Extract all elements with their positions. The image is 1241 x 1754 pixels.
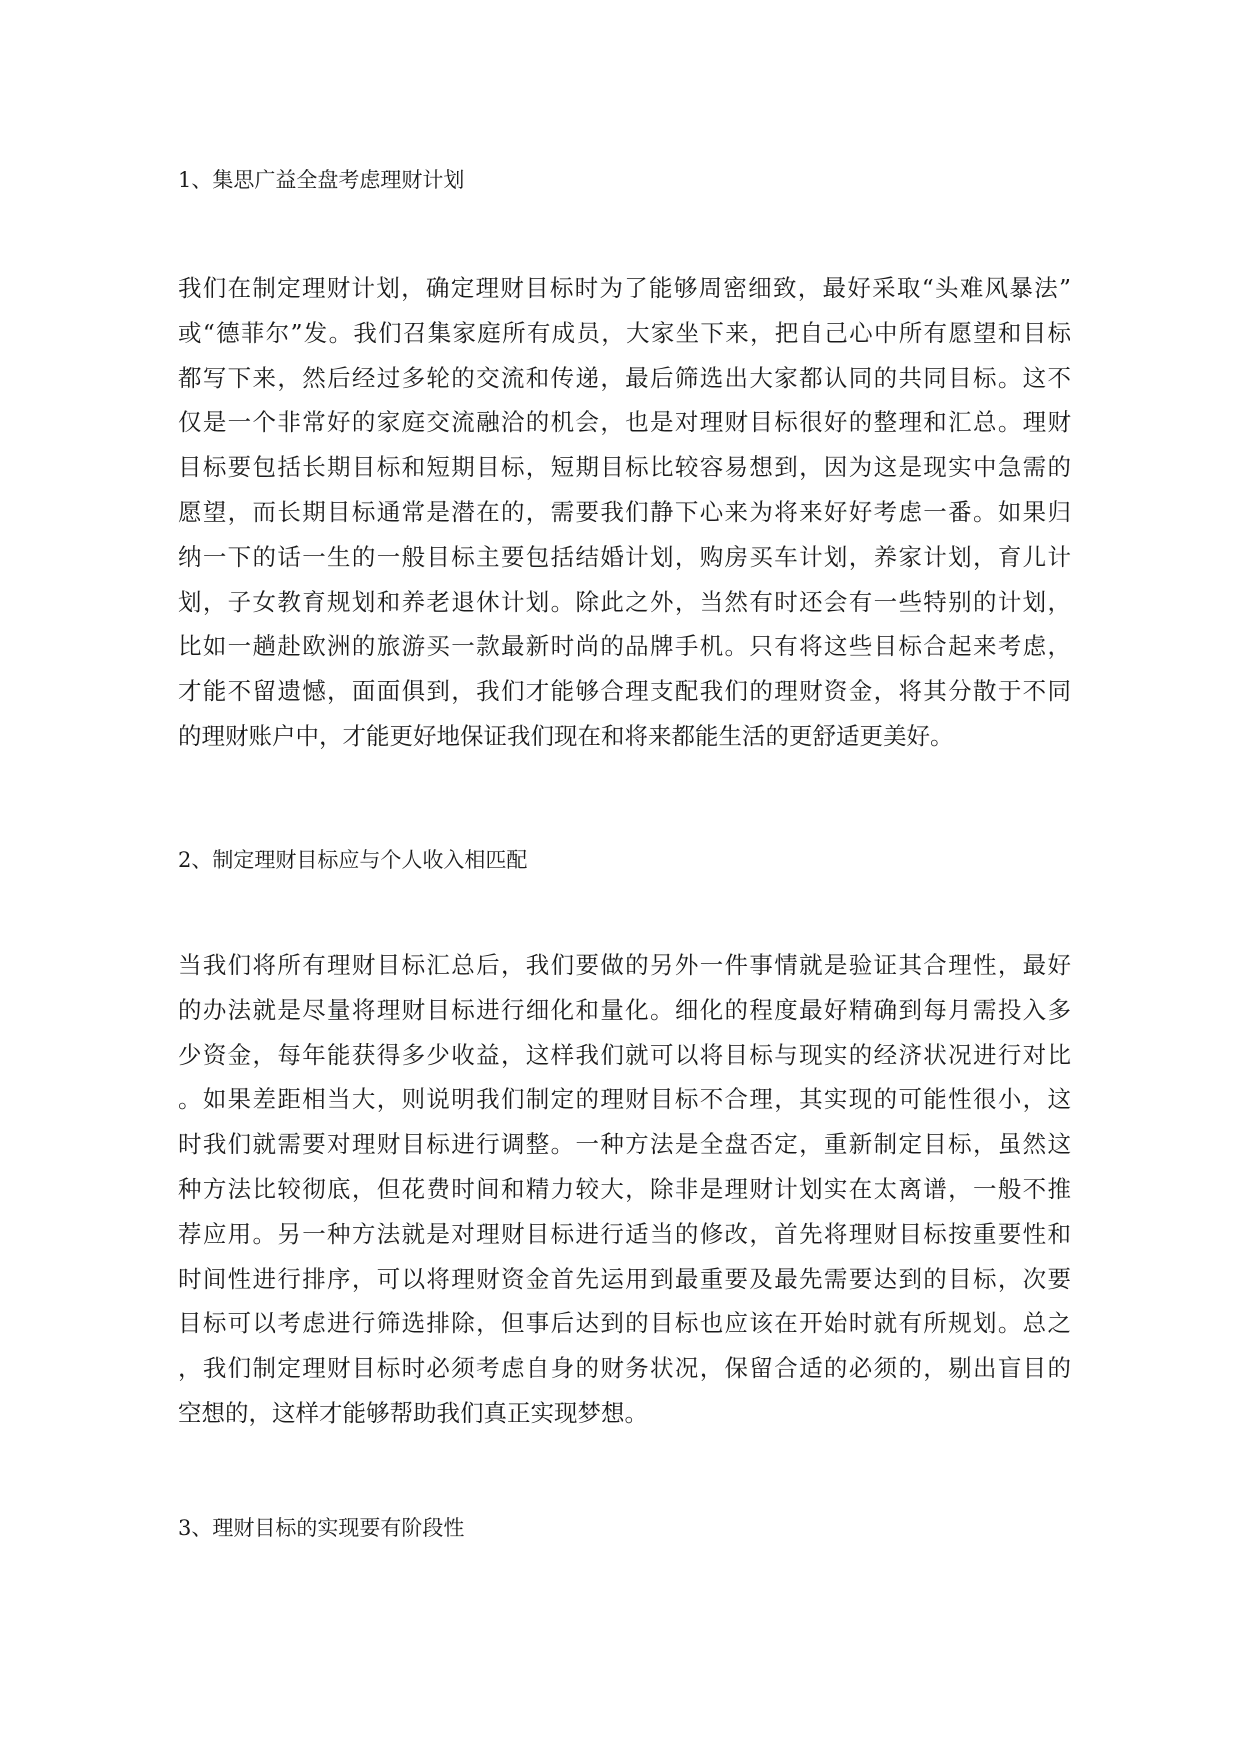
paragraph-line: 目标要包括长期目标和短期目标，短期目标比较容易想到，因为这是现实中急需的 xyxy=(178,453,1071,482)
paragraph-line: 的理财账户中，才能更好地保证我们现在和将来都能生活的更舒适更美好。 xyxy=(178,721,954,750)
paragraph-line: ，我们制定理财目标时必须考虑自身的财务状况，保留合适的必须的，剔出盲目的 xyxy=(178,1354,1071,1383)
paragraph-line: 或“德菲尔”发。我们召集家庭所有成员，大家坐下来，把自己心中所有愿望和目标 xyxy=(178,318,1071,347)
paragraph-line: 愿望，而长期目标通常是潜在的，需要我们静下心来为将来好好考虑一番。如果归 xyxy=(178,497,1071,526)
paragraph-line: 才能不留遗憾，面面俱到，我们才能够合理支配我们的理财资金，将其分散于不同 xyxy=(178,677,1071,706)
section-heading-3: 3、理财目标的实现要有阶段性 xyxy=(178,1516,465,1540)
section-paragraph-2 xyxy=(178,943,1071,1436)
section-heading-2: 2、制定理财目标应与个人收入相匹配 xyxy=(178,848,528,872)
paragraph-line: 的办法就是尽量将理财目标进行细化和量化。细化的程度最好精确到每月需投入多 xyxy=(178,995,1071,1024)
section-heading-1: 1、集思广益全盘考虑理财计划 xyxy=(178,168,465,192)
paragraph-line: 比如一趟赴欧洲的旅游买一款最新时尚的品牌手机。只有将这些目标合起来考虑， xyxy=(178,632,1071,661)
paragraph-line: 当我们将所有理财目标汇总后，我们要做的另外一件事情就是验证其合理性，最好 xyxy=(178,951,1071,979)
paragraph-line: 纳一下的话一生的一般目标主要包括结婚计划，购房买车计划，养家计划，育儿计 xyxy=(178,542,1071,571)
paragraph-line: 空想的，这样才能够帮助我们真正实现梦想。 xyxy=(178,1398,648,1427)
paragraph-line: 我们在制定理财计划，确定理财目标时为了能够周密细致，最好采取“头难风暴法” xyxy=(178,274,1071,302)
paragraph-line: 种方法比较彻底，但花费时间和精力较大，除非是理财计划实在太离谱，一般不推 xyxy=(178,1174,1071,1203)
paragraph-line: 目标可以考虑进行筛选排除，但事后达到的目标也应该在开始时就有所规划。总之 xyxy=(178,1309,1071,1338)
paragraph-line: 时我们就需要对理财目标进行调整。一种方法是全盘否定，重新制定目标，虽然这 xyxy=(178,1130,1071,1159)
paragraph-line: 少资金，每年能获得多少收益，这样我们就可以将目标与现实的经济状况进行对比 xyxy=(178,1040,1071,1069)
paragraph-line: 划，子女教育规划和养老退休计划。除此之外，当然有时还会有一些特别的计划， xyxy=(178,587,1071,616)
paragraph-line: 荐应用。另一种方法就是对理财目标进行适当的修改，首先将理财目标按重要性和 xyxy=(178,1219,1071,1248)
paragraph-line: 仅是一个非常好的家庭交流融洽的机会，也是对理财目标很好的整理和汇总。理财 xyxy=(178,408,1071,437)
paragraph-line: 。如果差距相当大，则说明我们制定的理财目标不合理，其实现的可能性很小，这 xyxy=(178,1085,1071,1114)
paragraph-line: 时间性进行排序，可以将理财资金首先运用到最重要及最先需要达到的目标，次要 xyxy=(178,1264,1071,1293)
section-paragraph-1 xyxy=(178,266,1071,759)
paragraph-line: 都写下来，然后经过多轮的交流和传递，最后筛选出大家都认同的共同目标。这不 xyxy=(178,363,1071,392)
